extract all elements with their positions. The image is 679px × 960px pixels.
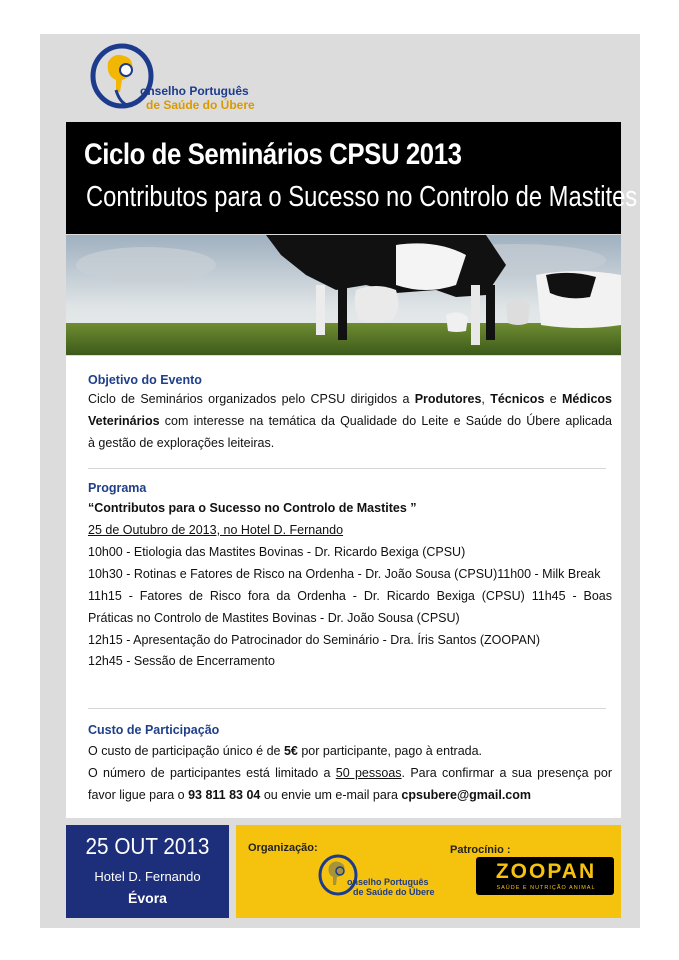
logo-text-line1: onselho Português: [140, 84, 249, 98]
page-title: Ciclo de Seminários CPSU 2013: [84, 138, 462, 171]
section-heading-programa: Programa: [88, 481, 147, 495]
organizacao-label: Organização:: [248, 842, 318, 854]
objetivo-line-1: Ciclo de Seminários organizados pelo CPSU dirigidos a Produtores, Técnicos e Médicos: [88, 392, 612, 406]
email-link[interactable]: cpsubere@gmail.com: [401, 788, 531, 802]
section-heading-custo: Custo de Participação: [88, 723, 220, 737]
event-venue: Hotel D. Fernando: [94, 869, 201, 884]
cows-photo: [66, 235, 621, 355]
event-date: 25 OUT 2013: [85, 833, 210, 859]
programa-item: 10h30 - Rotinas e Fatores de Risco na Ordenha - Dr. João Sousa (CPSU)11h00 - Milk Break: [88, 567, 601, 581]
section-heading-objetivo: Objetivo do Evento: [88, 373, 202, 387]
programa-item: 10h00 - Etiologia das Mastites Bovinas - Dr. Ricardo Bexiga (CPSU): [88, 545, 466, 559]
programa-event-title: “Contributos para o Sucesso no Controlo de Mastites ”: [88, 501, 417, 515]
programa-date-venue: 25 de Outubro de 2013, no Hotel D. Fernando: [88, 523, 344, 537]
programa-item: 12h45 - Sessão de Encerramento: [88, 654, 275, 668]
patrocinio-label: Patrocínio :: [450, 844, 511, 856]
org-logo-line1: onselho Português: [347, 877, 429, 887]
phone-number[interactable]: 93 811 83 04: [188, 788, 261, 802]
org-logo-line2: de Saúde do Úbere: [353, 887, 435, 897]
page-subtitle: Contributos para o Sucesso no Controlo de Mastites: [86, 181, 638, 213]
custo-line-3: favor ligue para o 93 811 83 04 ou envie um e-mail para cpsubere@gmail.com: [88, 788, 531, 802]
zoopan-tagline: SAÚDE E NUTRIÇÃO ANIMAL: [496, 885, 596, 891]
programa-item: 11h15 - Fatores de Risco fora da Ordenha - Dr. Ricardo Bexiga (CPSU) 11h45 - Boas: [88, 589, 612, 603]
divider: [88, 468, 606, 469]
custo-line-1: O custo de participação único é de 5€ por participante, pago à entrada.: [88, 744, 483, 758]
objetivo-line-3: à gestão de explorações leiteiras.: [88, 436, 275, 450]
divider: [88, 708, 606, 709]
programa-item: 12h15 - Apresentação do Patrocinador do Seminário - Dra. Íris Santos (ZOOPAN): [88, 633, 541, 647]
programa-item: Práticas no Controlo de Mastites Bovinas - Dr. João Sousa (CPSU): [88, 611, 460, 625]
zoopan-wordmark: ZOOPAN: [495, 860, 597, 883]
event-city: Évora: [128, 890, 167, 906]
logo-text-line2: de Saúde do Úbere: [146, 98, 255, 112]
objetivo-line-2: Veterinários com interesse na temática da Qualidade do Leite e Saúde do Úbere aplicada: [88, 414, 612, 428]
custo-line-2: O número de participantes está limitado a 50 pessoas. Para confirmar a sua presença por: [88, 766, 612, 780]
